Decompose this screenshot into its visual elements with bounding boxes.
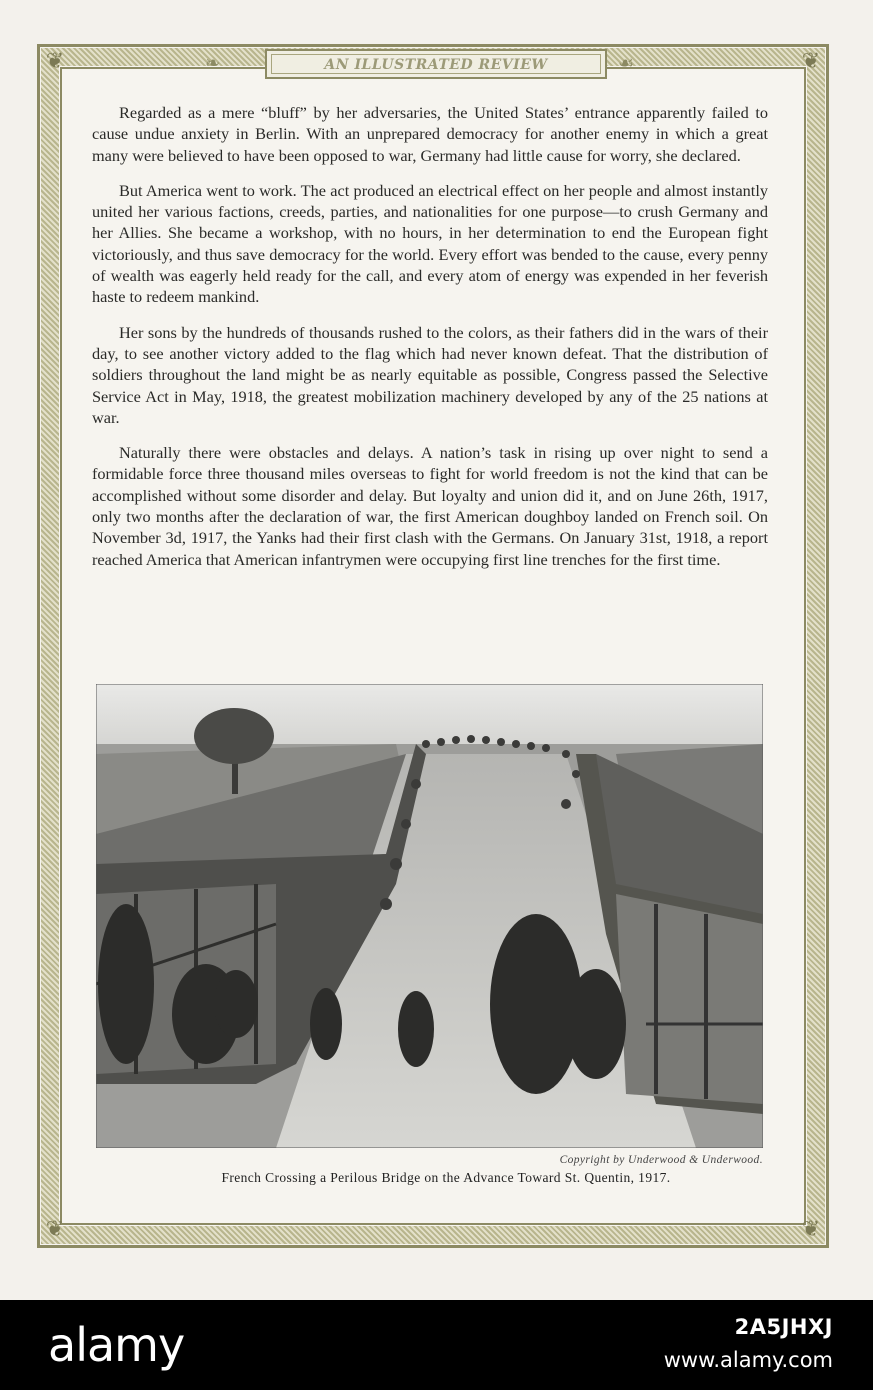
paragraph: Regarded as a mere “bluff” by her adversaries, the United States’ entrance apparently failed to cause undue anxiety in Berlin. With an unprepared democracy for another enemy in which a great many were believed to have been opposed to war, Germany had little cause for worry, she declared.	[92, 103, 768, 165]
corner-ornament-icon: ❦	[801, 49, 821, 74]
corner-ornament-icon: ❦	[801, 1217, 821, 1242]
running-header-title: AN ILLUSTRATED REVIEW	[324, 57, 548, 73]
photo-credit: Copyright by Underwood & Underwood.	[559, 1154, 763, 1166]
corner-ornament-icon: ❦	[45, 49, 65, 74]
brand-logo: alamy	[48, 1318, 185, 1372]
bridge-photograph	[96, 684, 763, 1148]
paragraph: Naturally there were obstacles and delays. A nation’s task in rising up over night to send a formidable force three thousand miles overseas to fight for world freedom is not the kind that can be accomplished without some disorder and delay. But loyalty and union did it, and on June 26th, 1917, only two months after the declaration of war, the first American doughboy landed on French soil. On November 3d, 1917, the Yanks had their first clash with the Germans. On January 31st, 1918, a report reached America that American infantrymen were occupying first line trenches for the first time.	[92, 443, 768, 569]
image-id: 2A5JHXJ	[734, 1315, 833, 1339]
site-url: www.alamy.com	[663, 1348, 833, 1372]
scroll-ornament-icon: ❧	[205, 53, 221, 74]
paragraph: But America went to work. The act produced an electrical effect on her people and almost instantly united her various factions, creeds, parties, and nationalities for one purpose—to crush Germany and her Allies. She became a workshop, with no hours, in her determination to end the European fight victoriously, and thus save democracy for the world. Every effort was bended to the cause, every penny of wealth was eagerly held ready for the call, and every atom of energy was expended in her feverish haste to redeem mankind.	[92, 180, 768, 307]
paragraph: Her sons by the hundreds of thousands rushed to the colors, as their fathers did in the wars of their day, to see another victory added to the flag which had never known defeat. That the distribution of soldiers throughout the land might be as nearly equitable as possible, Congress passed the Selective Service Act in May, 1918, the greatest mobilization machinery developed by any of the 25 nations at war.	[92, 322, 768, 427]
scroll-ornament-icon: ☙	[618, 53, 635, 74]
corner-ornament-icon: ❦	[45, 1217, 65, 1242]
running-header	[265, 49, 607, 79]
article-body	[92, 102, 768, 584]
bridge-photo-illustration	[96, 684, 763, 1148]
photo-caption: French Crossing a Perilous Bridge on the Advance Toward St. Quentin, 1917.	[221, 1170, 671, 1185]
watermark-banner	[0, 1300, 873, 1390]
